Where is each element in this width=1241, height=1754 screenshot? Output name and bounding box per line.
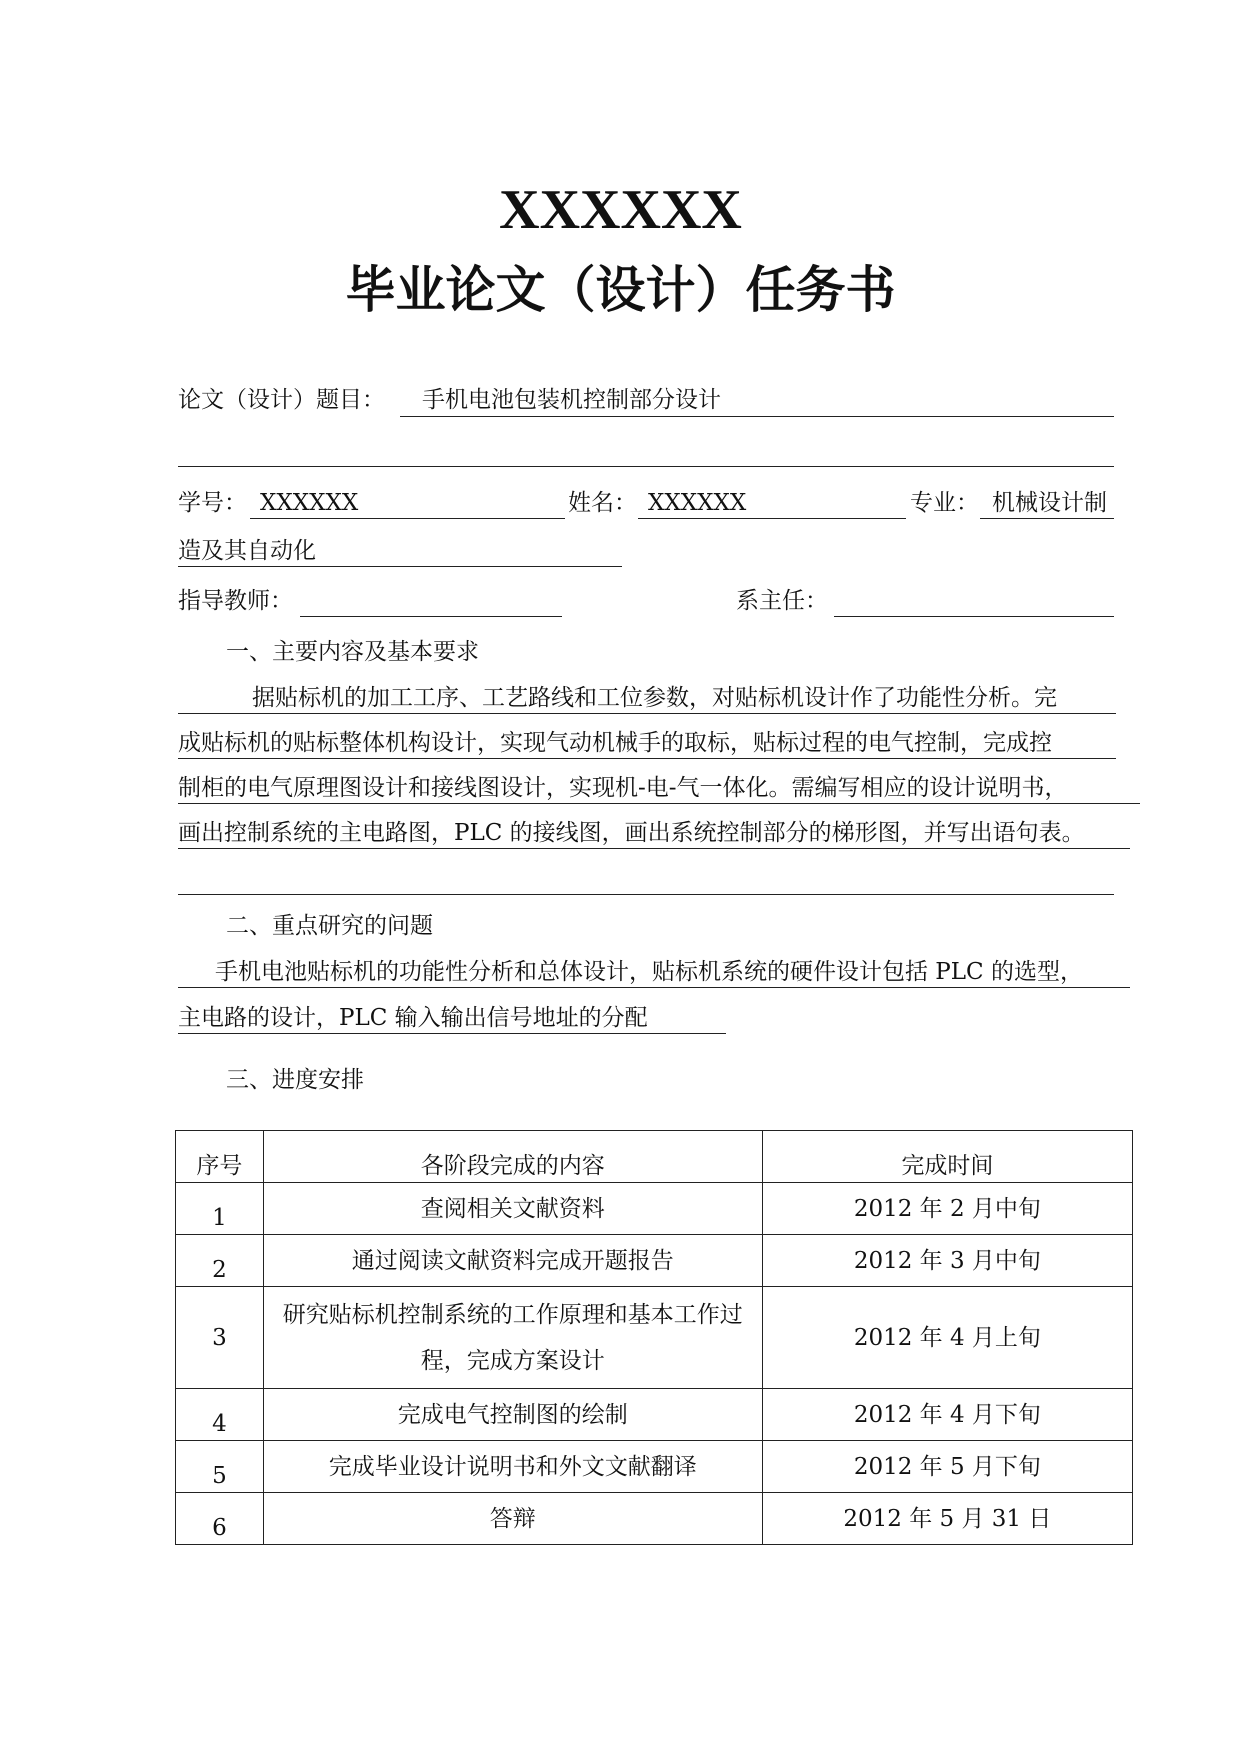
row-content: 查阅相关文献资料: [263, 1183, 762, 1235]
header-time: 完成时间: [762, 1131, 1132, 1183]
topic-label: 论文（设计）题目：: [178, 387, 385, 413]
row-time: 2012 年 3 月中旬: [762, 1235, 1132, 1287]
table-row: [176, 1235, 1133, 1287]
document-title-line2: 毕业论文（设计）任务书: [345, 260, 896, 319]
table-row: [176, 1493, 1133, 1545]
row-no: 5: [176, 1441, 264, 1493]
major-value-line2: 造及其自动化: [178, 538, 316, 564]
student-id-value: XXXXXX: [260, 490, 359, 516]
advisor-underline: [300, 616, 562, 617]
student-id-label: 学号：: [178, 490, 247, 516]
row-no: 4: [176, 1389, 264, 1441]
section1-heading: 一、主要内容及基本要求: [226, 639, 479, 665]
name-label: 姓名：: [568, 490, 637, 516]
advisor-label: 指导教师：: [178, 588, 293, 614]
row-content: 完成毕业设计说明书和外文文献翻译: [263, 1441, 762, 1493]
row-time: 2012 年 4 月上旬: [762, 1287, 1132, 1389]
row-no: 3: [176, 1287, 264, 1389]
row-no: 1: [176, 1183, 264, 1235]
row-content: 答辩: [263, 1493, 762, 1545]
table-header-row: [176, 1131, 1133, 1183]
table-row: [176, 1441, 1133, 1493]
header-no: 序号: [176, 1131, 264, 1183]
section2-line-2: 主电路的设计，PLC 输入输出信号地址的分配: [178, 1005, 648, 1031]
row-content: 完成电气控制图的绘制: [263, 1389, 762, 1441]
table-row: [176, 1287, 1133, 1389]
section2-underline-2: [178, 1033, 726, 1034]
section1-underline-4: [178, 848, 1130, 849]
section2-heading: 二、重点研究的问题: [226, 913, 433, 939]
section2-line-1: 手机电池贴标机的功能性分析和总体设计，贴标机系统的硬件设计包括 PLC 的选型，: [215, 959, 1083, 985]
dept-head-underline: [834, 616, 1114, 617]
student-id-underline: [250, 518, 565, 519]
section2-underline-1: [178, 987, 1130, 988]
row-time: 2012 年 5 月 31 日: [762, 1493, 1132, 1545]
row-content-line1: 研究贴标机控制系统的工作原理和基本工作过: [282, 1301, 743, 1328]
row-content: 通过阅读文献资料完成开题报告: [263, 1235, 762, 1287]
major-underline-2: [178, 566, 622, 567]
major-value-line1: 机械设计制: [992, 490, 1107, 516]
section3-heading: 三、进度安排: [226, 1067, 364, 1093]
dept-head-label: 系主任：: [736, 588, 828, 614]
table-row: [176, 1389, 1133, 1441]
topic-underline: [400, 416, 1114, 417]
row-time: 2012 年 5 月下旬: [762, 1441, 1132, 1493]
topic-underline-2: [178, 466, 1114, 467]
name-underline: [638, 518, 906, 519]
section1-underline-3: [178, 803, 1140, 804]
table-row: [176, 1183, 1133, 1235]
section1-underline-2: [178, 758, 1116, 759]
name-value: XXXXXX: [648, 490, 747, 516]
row-time: 2012 年 2 月中旬: [762, 1183, 1132, 1235]
header-content: 各阶段完成的内容: [263, 1131, 762, 1183]
section1-underline-1: [178, 713, 1116, 714]
section1-line-1: 据贴标机的加工工序、工艺路线和工位参数，对贴标机设计作了功能性分析。完: [252, 685, 1057, 711]
section1-line-2: 成贴标机的贴标整体机构设计，实现气动机械手的取标，贴标过程的电气控制，完成控: [178, 730, 1052, 756]
row-content-line2: 程，完成方案设计: [420, 1347, 605, 1374]
topic-value: 手机电池包装机控制部分设计: [422, 387, 721, 413]
section1-line-4: 画出控制系统的主电路图，PLC 的接线图，画出系统控制部分的梯形图，并写出语句表。: [178, 820, 1085, 846]
major-underline-1: [980, 518, 1114, 519]
schedule-table: [175, 1130, 1133, 1545]
section1-underline-5: [178, 894, 1114, 895]
major-label: 专业：: [910, 490, 979, 516]
document-title-line1: XXXXXX: [499, 179, 742, 241]
row-no: 6: [176, 1493, 264, 1545]
row-time: 2012 年 4 月下旬: [762, 1389, 1132, 1441]
row-content: [263, 1287, 762, 1389]
section1-line-3: 制柜的电气原理图设计和接线图设计，实现机-电-气一体化。需编写相应的设计说明书，: [178, 775, 1068, 801]
row-no: 2: [176, 1235, 264, 1287]
